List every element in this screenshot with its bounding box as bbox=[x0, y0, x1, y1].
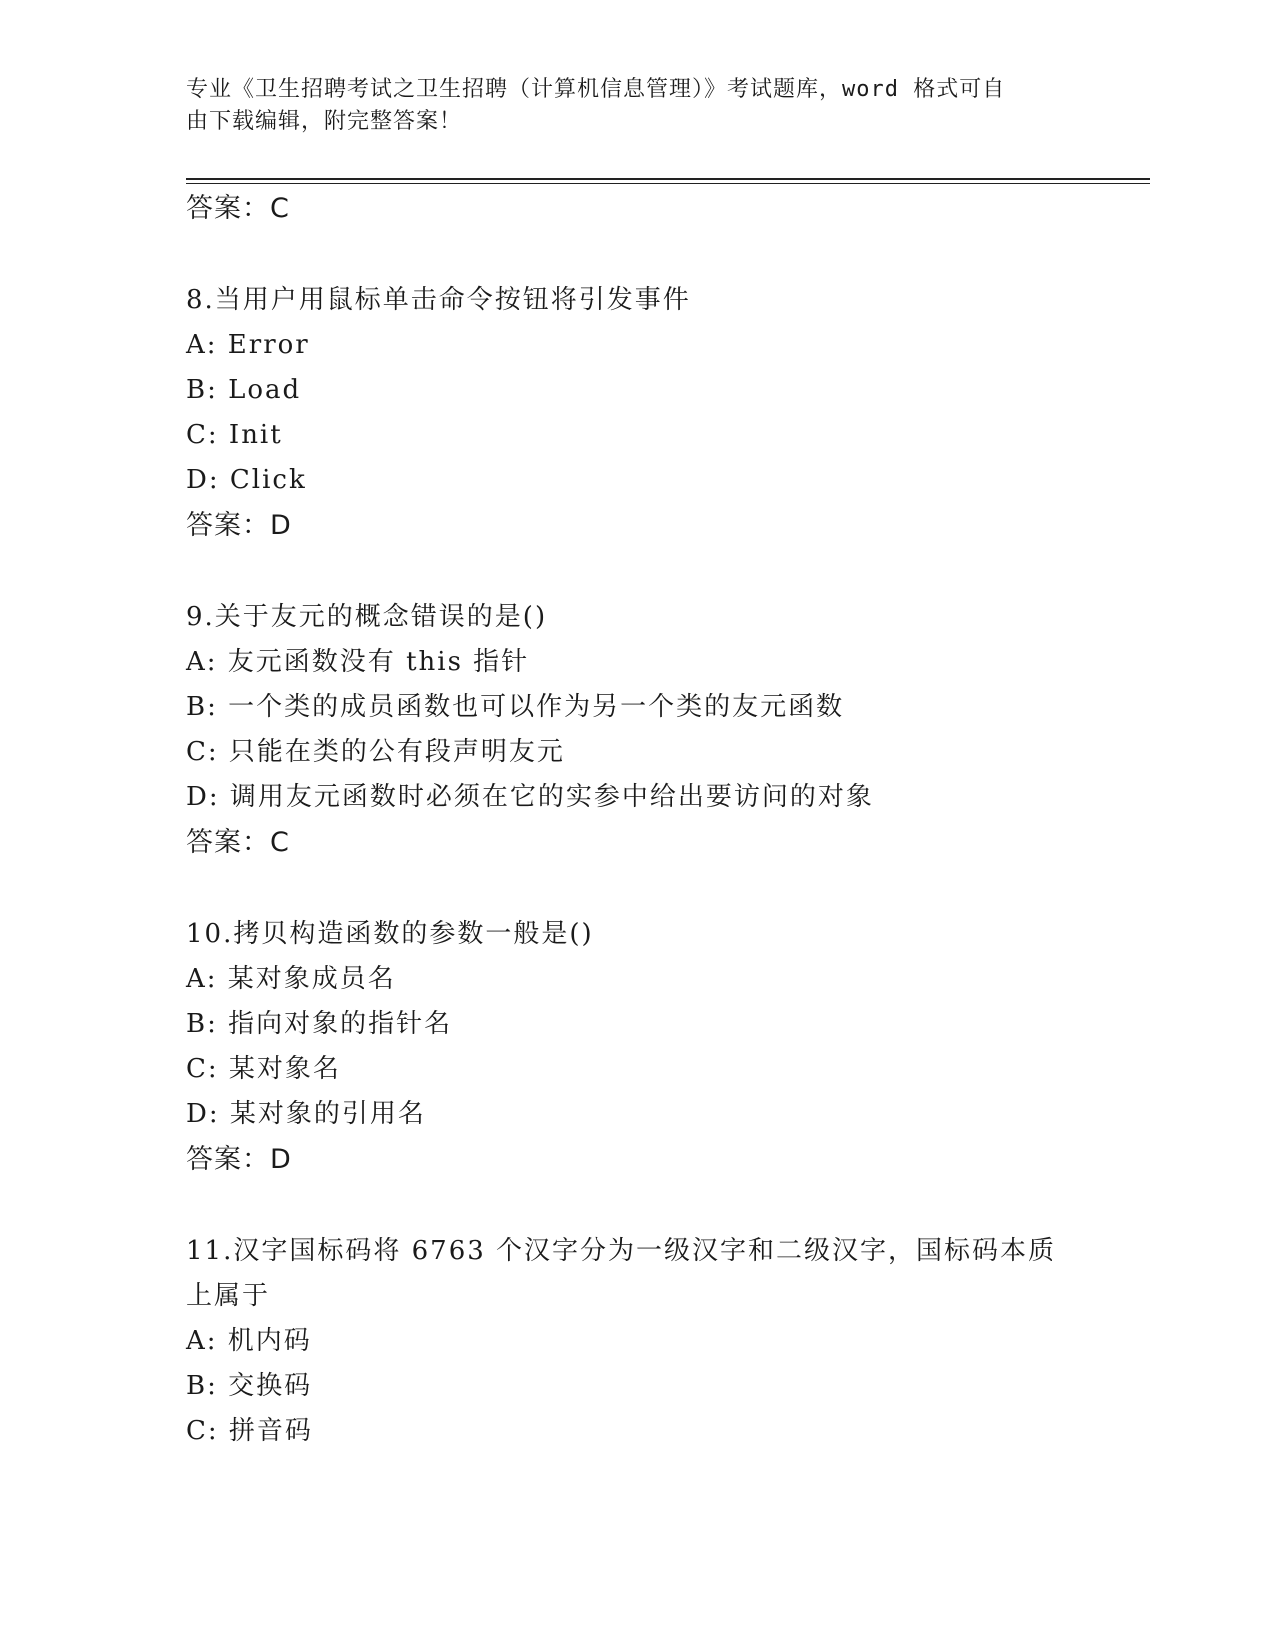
header-divider-thin bbox=[186, 183, 1150, 184]
question-stem: 10.拷贝构造函数的参数一般是() bbox=[186, 919, 594, 949]
question-stem: 9.关于友元的概念错误的是() bbox=[186, 602, 548, 632]
option-d: D: Click bbox=[186, 465, 307, 495]
option-d: D: 调用友元函数时必须在它的实参中给出要访问的对象 bbox=[186, 782, 874, 812]
question-stem-line-1: 11.汉字国标码将 6763 个汉字分为一级汉字和二级汉字，国标码本质 bbox=[186, 1236, 1057, 1266]
option-a: A: Error bbox=[186, 330, 310, 360]
option-c: C: 拼音码 bbox=[186, 1416, 313, 1446]
option-c: C: 只能在类的公有段声明友元 bbox=[186, 737, 565, 767]
header-line-1: 专业《卫生招聘考试之卫生招聘（计算机信息管理）》考试题库，word 格式可自 bbox=[186, 77, 1006, 102]
option-c: C: Init bbox=[186, 420, 283, 450]
question-stem-line-2: 上属于 bbox=[186, 1281, 271, 1311]
option-c: C: 某对象名 bbox=[186, 1054, 341, 1084]
option-a: A: 友元函数没有 this 指针 bbox=[186, 647, 530, 677]
answer-line: 答案：D bbox=[186, 510, 292, 541]
option-b: B: 交换码 bbox=[186, 1371, 313, 1401]
answer-line: 答案：C bbox=[186, 193, 290, 224]
question-8 bbox=[186, 278, 1150, 548]
option-d: D: 某对象的引用名 bbox=[186, 1099, 426, 1129]
document-header bbox=[186, 74, 1066, 138]
question-11 bbox=[186, 1229, 1150, 1454]
option-b: B: Load bbox=[186, 375, 302, 405]
option-a: A: 机内码 bbox=[186, 1326, 312, 1356]
question-10 bbox=[186, 912, 1150, 1182]
option-b: B: 指向对象的指针名 bbox=[186, 1009, 453, 1039]
header-divider-thick bbox=[186, 178, 1150, 180]
option-b: B: 一个类的成员函数也可以作为另一个类的友元函数 bbox=[186, 692, 845, 722]
answer-line: 答案：C bbox=[186, 827, 290, 858]
question-9 bbox=[186, 595, 1150, 865]
question-stem: 8.当用户用鼠标单击命令按钮将引发事件 bbox=[186, 285, 691, 315]
option-a: A: 某对象成员名 bbox=[186, 964, 396, 994]
header-line-2: 由下载编辑，附完整答案！ bbox=[186, 109, 463, 134]
answer-line: 答案：D bbox=[186, 1144, 292, 1175]
question-list bbox=[186, 186, 1150, 1454]
